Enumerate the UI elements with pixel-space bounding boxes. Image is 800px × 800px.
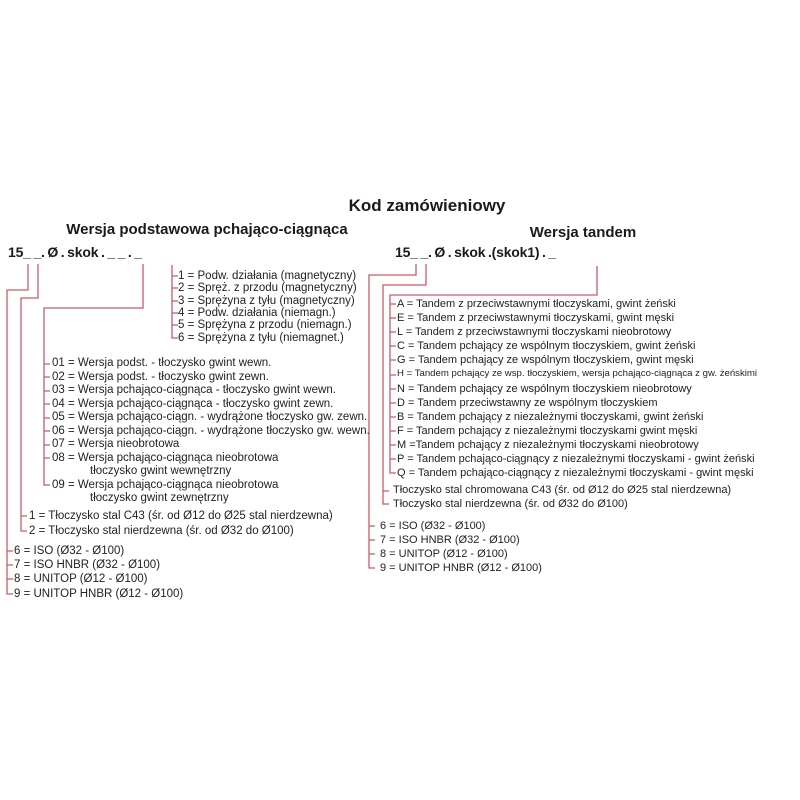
option-row: A = Tandem z przeciwstawnymi tłoczyskami, gwint żeński: [397, 298, 676, 310]
option-row: 3 = Sprężyna z tyłu (magnetyczny): [178, 294, 355, 307]
tandem-version-heading: Wersja tandem: [529, 224, 637, 241]
option-row: Q = Tandem pchająco-ciągnący z niezależnymi tłoczyskami - gwint męski: [397, 467, 754, 480]
tandem-order-code: 15_ _. Ø . skok .(skok1) . _: [395, 244, 556, 260]
option-row: Tłoczysko stal nierdzewna (śr. od Ø32 do Ø100): [393, 497, 628, 510]
basic-version-options: [52, 357, 370, 506]
option-row: 4 = Podw. działania (niemagn.): [178, 307, 336, 320]
option-row: 1 = Tłoczysko stal C43 (śr. od Ø12 do Ø25 stal nierdzewna): [29, 510, 333, 522]
option-row: 9 = UNITOP HNBR (Ø12 - Ø100): [380, 562, 542, 574]
option-row: 09 = Wersja pchająco-ciągnąca nieobrotowa: [52, 478, 279, 491]
option-row: P = Tandem pchająco-ciągnący z niezależnymi tłoczyskami - gwint żeński: [397, 453, 755, 466]
option-row: 8 = UNITOP (Ø12 - Ø100): [380, 548, 508, 560]
option-row: D = Tandem przeciwstawny ze wspólnym tłoczyskiem: [397, 396, 658, 409]
option-row: 7 = ISO HNBR (Ø32 - Ø100): [14, 559, 161, 572]
option-row: 05 = Wersja pchająco-ciągn. - wydrążone tłoczysko gw. zewn.: [52, 411, 368, 423]
option-row: Tłoczysko stal chromowana C43 (śr. od Ø12 do Ø25 stal nierdzewna): [393, 484, 732, 496]
option-row: 8 = UNITOP (Ø12 - Ø100): [14, 573, 148, 586]
option-row: 5 = Sprężyna z przodu (niemagn.): [178, 319, 352, 332]
option-row: 03 = Wersja pchająco-ciągnąca - tłoczysko gwint wewn.: [52, 384, 336, 396]
page-title: Kod zamówieniowy: [348, 196, 506, 215]
tandem-rod-material-options: [393, 484, 731, 511]
option-row: N = Tandem pchający ze wspólnym tłoczyskiem nieobrotowy: [397, 382, 692, 395]
option-row-continuation: tłoczysko gwint zewnętrzny: [90, 492, 229, 504]
option-row: 7 = ISO HNBR (Ø32 - Ø100): [380, 534, 520, 546]
basic-seal-options: [14, 544, 183, 601]
option-row: H = Tandem pchający ze wsp. tłoczyskiem, wersja pchająco-ciągnąca z gw. żeńskimi: [397, 368, 758, 380]
option-row: 01 = Wersja podst. - tłoczysko gwint wewn.: [52, 357, 272, 369]
option-row-continuation: tłoczysko gwint wewnętrzny: [90, 465, 232, 477]
option-row: 07 = Wersja nieobrotowa: [52, 438, 180, 450]
basic-order-code: 15_ _. Ø . skok . _ _ . _: [8, 244, 142, 260]
option-row: 08 = Wersja pchająco-ciągnąca nieobrotowa: [52, 451, 279, 464]
option-row: M =Tandem pchający z niezależnymi tłoczyskami nieobrotowy: [397, 438, 699, 451]
option-row: 2 = Spręż. z przodu (magnetyczny): [178, 282, 357, 295]
option-row: E = Tandem z przeciwstawnymi tłoczyskami, gwint męski: [397, 312, 675, 325]
option-row: 6 = Sprężyna z tyłu (niemagnet.): [178, 331, 344, 344]
tandem-seal-options: [380, 519, 542, 575]
option-row: 9 = UNITOP HNBR (Ø12 - Ø100): [14, 587, 184, 600]
option-row: F = Tandem pchający z niezależnymi tłoczyskami gwint męski: [397, 424, 698, 437]
option-row: 04 = Wersja pchająco-ciągnąca - tłoczysko gwint zewn.: [52, 397, 334, 410]
option-row: C = Tandem pchający ze wspólnym tłoczyskiem, gwint żeński: [397, 340, 696, 353]
option-row: 02 = Wersja podst. - tłoczysko gwint zewn.: [52, 370, 269, 383]
option-row: 1 = Podw. działania (magnetyczny): [178, 270, 357, 282]
option-row: 6 = ISO (Ø32 - Ø100): [380, 520, 486, 532]
option-row: B = Tandem pchający z niezależnymi tłoczyskami, gwint żeński: [397, 410, 704, 423]
option-row: 06 = Wersja pchająco-ciągn. - wydrążone tłoczysko gw. wewn.: [52, 424, 370, 437]
tandem-type-options: [397, 297, 757, 480]
basic-version-heading: Wersja podstawowa pchająco-ciągnąca: [66, 221, 348, 238]
option-row: 6 = ISO (Ø32 - Ø100): [14, 545, 125, 557]
connector-basic-rod: [21, 264, 38, 531]
option-row: 2 = Tłoczysko stal nierdzewna (śr. od Ø32 do Ø100): [29, 525, 294, 537]
basic-rod-material-options: [29, 509, 333, 539]
option-row: G = Tandem pchający ze wspólnym tłoczyskiem, gwint męski: [397, 354, 694, 367]
basic-action-options: [178, 270, 357, 344]
option-row: L = Tandem z przeciwstawnymi tłoczyskami nieobrotowy: [397, 326, 672, 339]
